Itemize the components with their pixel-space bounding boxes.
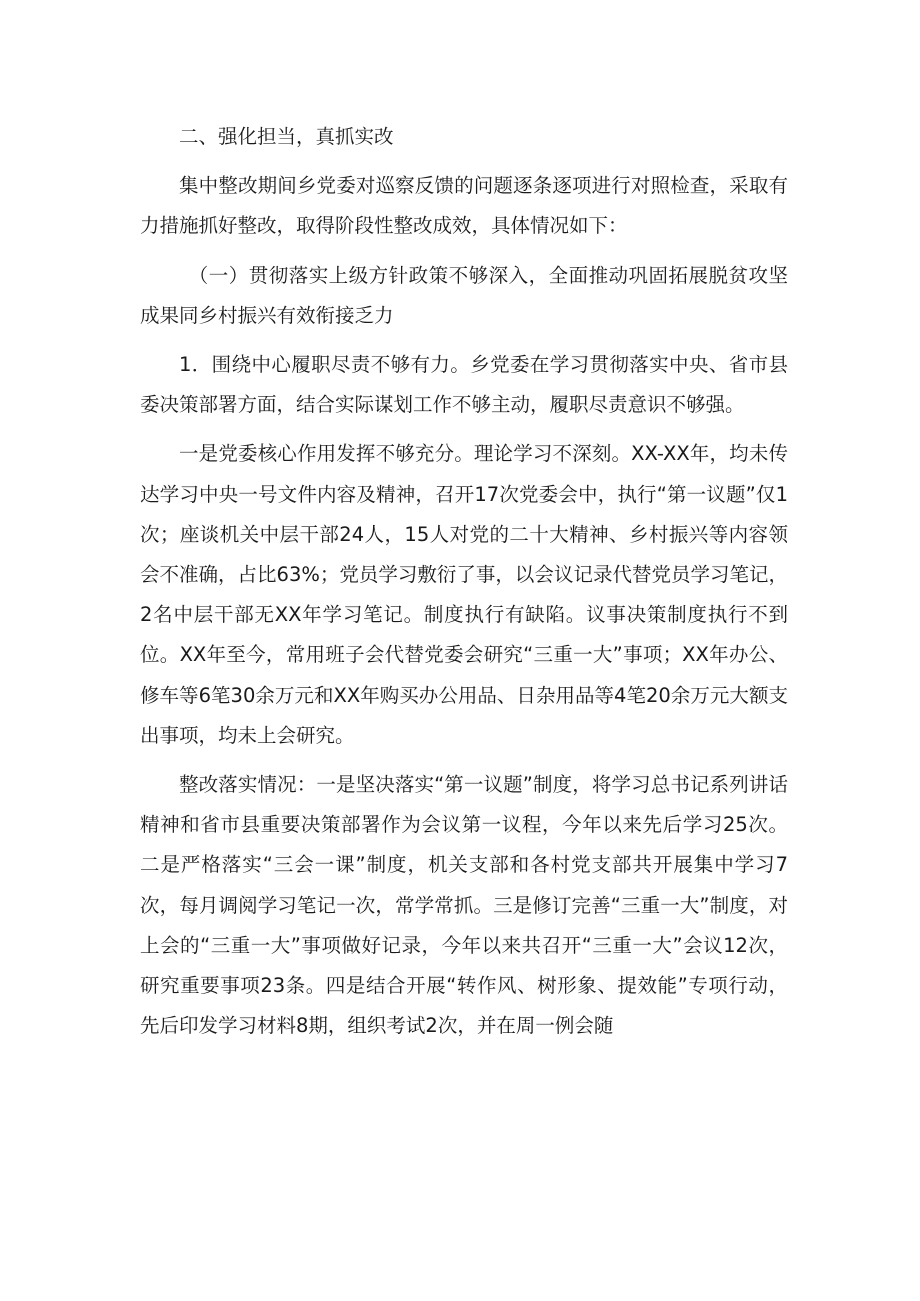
- section-heading: 二、强化担当，真抓实改: [179, 125, 394, 148]
- item-1-paragraph: 1．围绕中心履职尽责不够有力。乡党委在学习贯彻落实中央、省市县委决策部署方面，结合实际谋划工作不够主动，履职尽责意识不够强。: [140, 353, 788, 417]
- point-1-paragraph: 一是党委核心作用发挥不够充分。理论学习不深刻。XX-XX年，均未传达学习中央一号文件内容及精神，召开17次党委会中，执行“第一议题”仅1次；座谈机关中层干部24人，15人对党的二十大精神、乡村振兴等内容领会不准确，占比63%；党员学习敷衍了事，以会议记录代替党员学习笔记，2名中层干部无XX年学习笔记。制度执行有缺陷。议事决策制度执行不到位。XX年至今，常用班子会代替党委会研究“三重一大”事项；XX年办公、修车等6笔30余万元和XX年购买办公用品、日杂用品等4笔20余万元大额支出事项，均未上会研究。: [140, 442, 788, 747]
- rectification-paragraph: 整改落实情况：一是坚决落实“第一议题”制度，将学习总书记系列讲话精神和省市县重要决策部署作为会议第一议程，今年以来先后学习25次。二是严格落实“三会一课”制度，机关支部和各村党支部共开展集中学习7次，每月调阅学习笔记一次，常学常抓。三是修订完善“三重一大”制度，对上会的“三重一大”事项做好记录，今年以来共召开“三重一大”会议12次，研究重要事项23条。四是结合开展“转作风、树形象、提效能”专项行动，先后印发学习材料8期，组织考试2次，并在周一例会随: [140, 773, 788, 1038]
- intro-paragraph: 集中整改期间乡党委对巡察反馈的问题逐条逐项进行对照检查，采取有力措施抓好整改，取得阶段性整改成效，具体情况如下：: [140, 174, 788, 238]
- sub-heading: （一）贯彻落实上级方针政策不够深入，全面推动巩固拓展脱贫攻坚成果同乡村振兴有效衔接乏力: [140, 263, 788, 327]
